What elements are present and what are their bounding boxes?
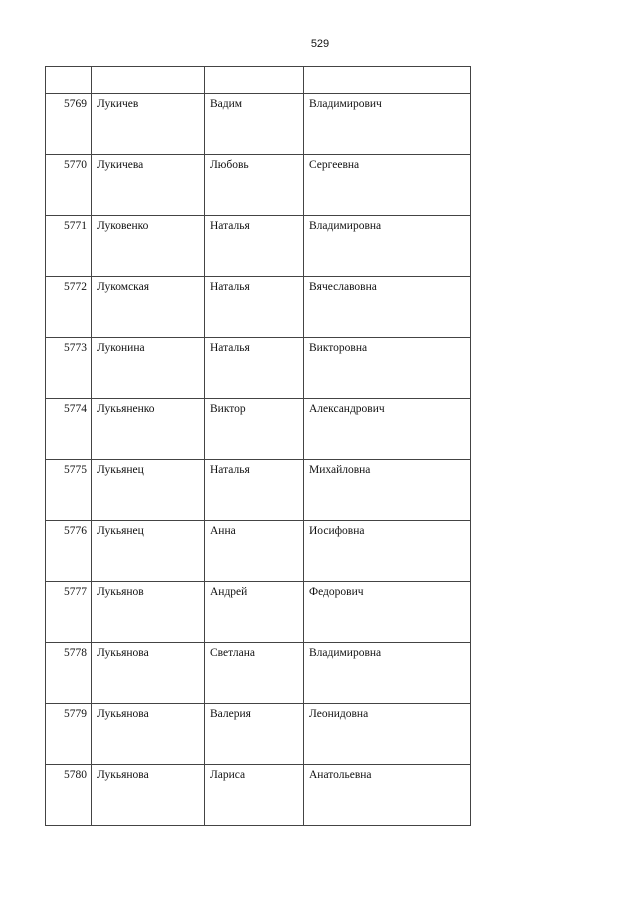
- row-number-cell: 5771: [46, 216, 92, 277]
- first-name-cell: Виктор: [205, 399, 304, 460]
- last-name-cell: Лукичева: [92, 155, 205, 216]
- table-row: [46, 460, 471, 521]
- last-name-cell: Лукьяненко: [92, 399, 205, 460]
- table-row: [46, 521, 471, 582]
- last-name-cell: Лукьянова: [92, 765, 205, 826]
- page-number: 529: [310, 38, 330, 50]
- row-number-cell: 5773: [46, 338, 92, 399]
- header-cell-number: [46, 67, 92, 94]
- patronymic-cell: Анатольевна: [304, 765, 471, 826]
- row-number-cell: 5777: [46, 582, 92, 643]
- row-number-cell: 5772: [46, 277, 92, 338]
- patronymic-cell: Иосифовна: [304, 521, 471, 582]
- first-name-cell: Наталья: [205, 216, 304, 277]
- first-name-cell: Наталья: [205, 338, 304, 399]
- table-row: [46, 155, 471, 216]
- last-name-cell: Лукичев: [92, 94, 205, 155]
- last-name-cell: Лукьянова: [92, 643, 205, 704]
- first-name-cell: Вадим: [205, 94, 304, 155]
- table-row: [46, 399, 471, 460]
- table-header-row: [46, 67, 471, 94]
- header-cell-first-name: [205, 67, 304, 94]
- row-number-cell: 5769: [46, 94, 92, 155]
- last-name-cell: Лукьянец: [92, 460, 205, 521]
- first-name-cell: Анна: [205, 521, 304, 582]
- table-row: [46, 277, 471, 338]
- first-name-cell: Наталья: [205, 460, 304, 521]
- table-row: [46, 643, 471, 704]
- table-row: [46, 765, 471, 826]
- patronymic-cell: Михайловна: [304, 460, 471, 521]
- table-row: [46, 582, 471, 643]
- row-number-cell: 5779: [46, 704, 92, 765]
- patronymic-cell: Федорович: [304, 582, 471, 643]
- row-number-cell: 5778: [46, 643, 92, 704]
- last-name-cell: Луковенко: [92, 216, 205, 277]
- patronymic-cell: Владимирович: [304, 94, 471, 155]
- patronymic-cell: Владимировна: [304, 643, 471, 704]
- last-name-cell: Лукьянец: [92, 521, 205, 582]
- roster-table: [45, 66, 471, 826]
- first-name-cell: Светлана: [205, 643, 304, 704]
- row-number-cell: 5776: [46, 521, 92, 582]
- first-name-cell: Наталья: [205, 277, 304, 338]
- row-number-cell: 5774: [46, 399, 92, 460]
- first-name-cell: Любовь: [205, 155, 304, 216]
- row-number-cell: 5780: [46, 765, 92, 826]
- table-row: [46, 338, 471, 399]
- table-row: [46, 216, 471, 277]
- first-name-cell: Валерия: [205, 704, 304, 765]
- patronymic-cell: Александрович: [304, 399, 471, 460]
- row-number-cell: 5775: [46, 460, 92, 521]
- header-cell-last-name: [92, 67, 205, 94]
- patronymic-cell: Вячеславовна: [304, 277, 471, 338]
- table-row: [46, 94, 471, 155]
- patronymic-cell: Викторовна: [304, 338, 471, 399]
- row-number-cell: 5770: [46, 155, 92, 216]
- last-name-cell: Луконина: [92, 338, 205, 399]
- first-name-cell: Андрей: [205, 582, 304, 643]
- patronymic-cell: Сергеевна: [304, 155, 471, 216]
- last-name-cell: Лукомская: [92, 277, 205, 338]
- patronymic-cell: Леонидовна: [304, 704, 471, 765]
- last-name-cell: Лукьянов: [92, 582, 205, 643]
- roster-table-body: [46, 67, 471, 826]
- last-name-cell: Лукьянова: [92, 704, 205, 765]
- header-cell-patronymic: [304, 67, 471, 94]
- table-row: [46, 704, 471, 765]
- patronymic-cell: Владимировна: [304, 216, 471, 277]
- first-name-cell: Лариса: [205, 765, 304, 826]
